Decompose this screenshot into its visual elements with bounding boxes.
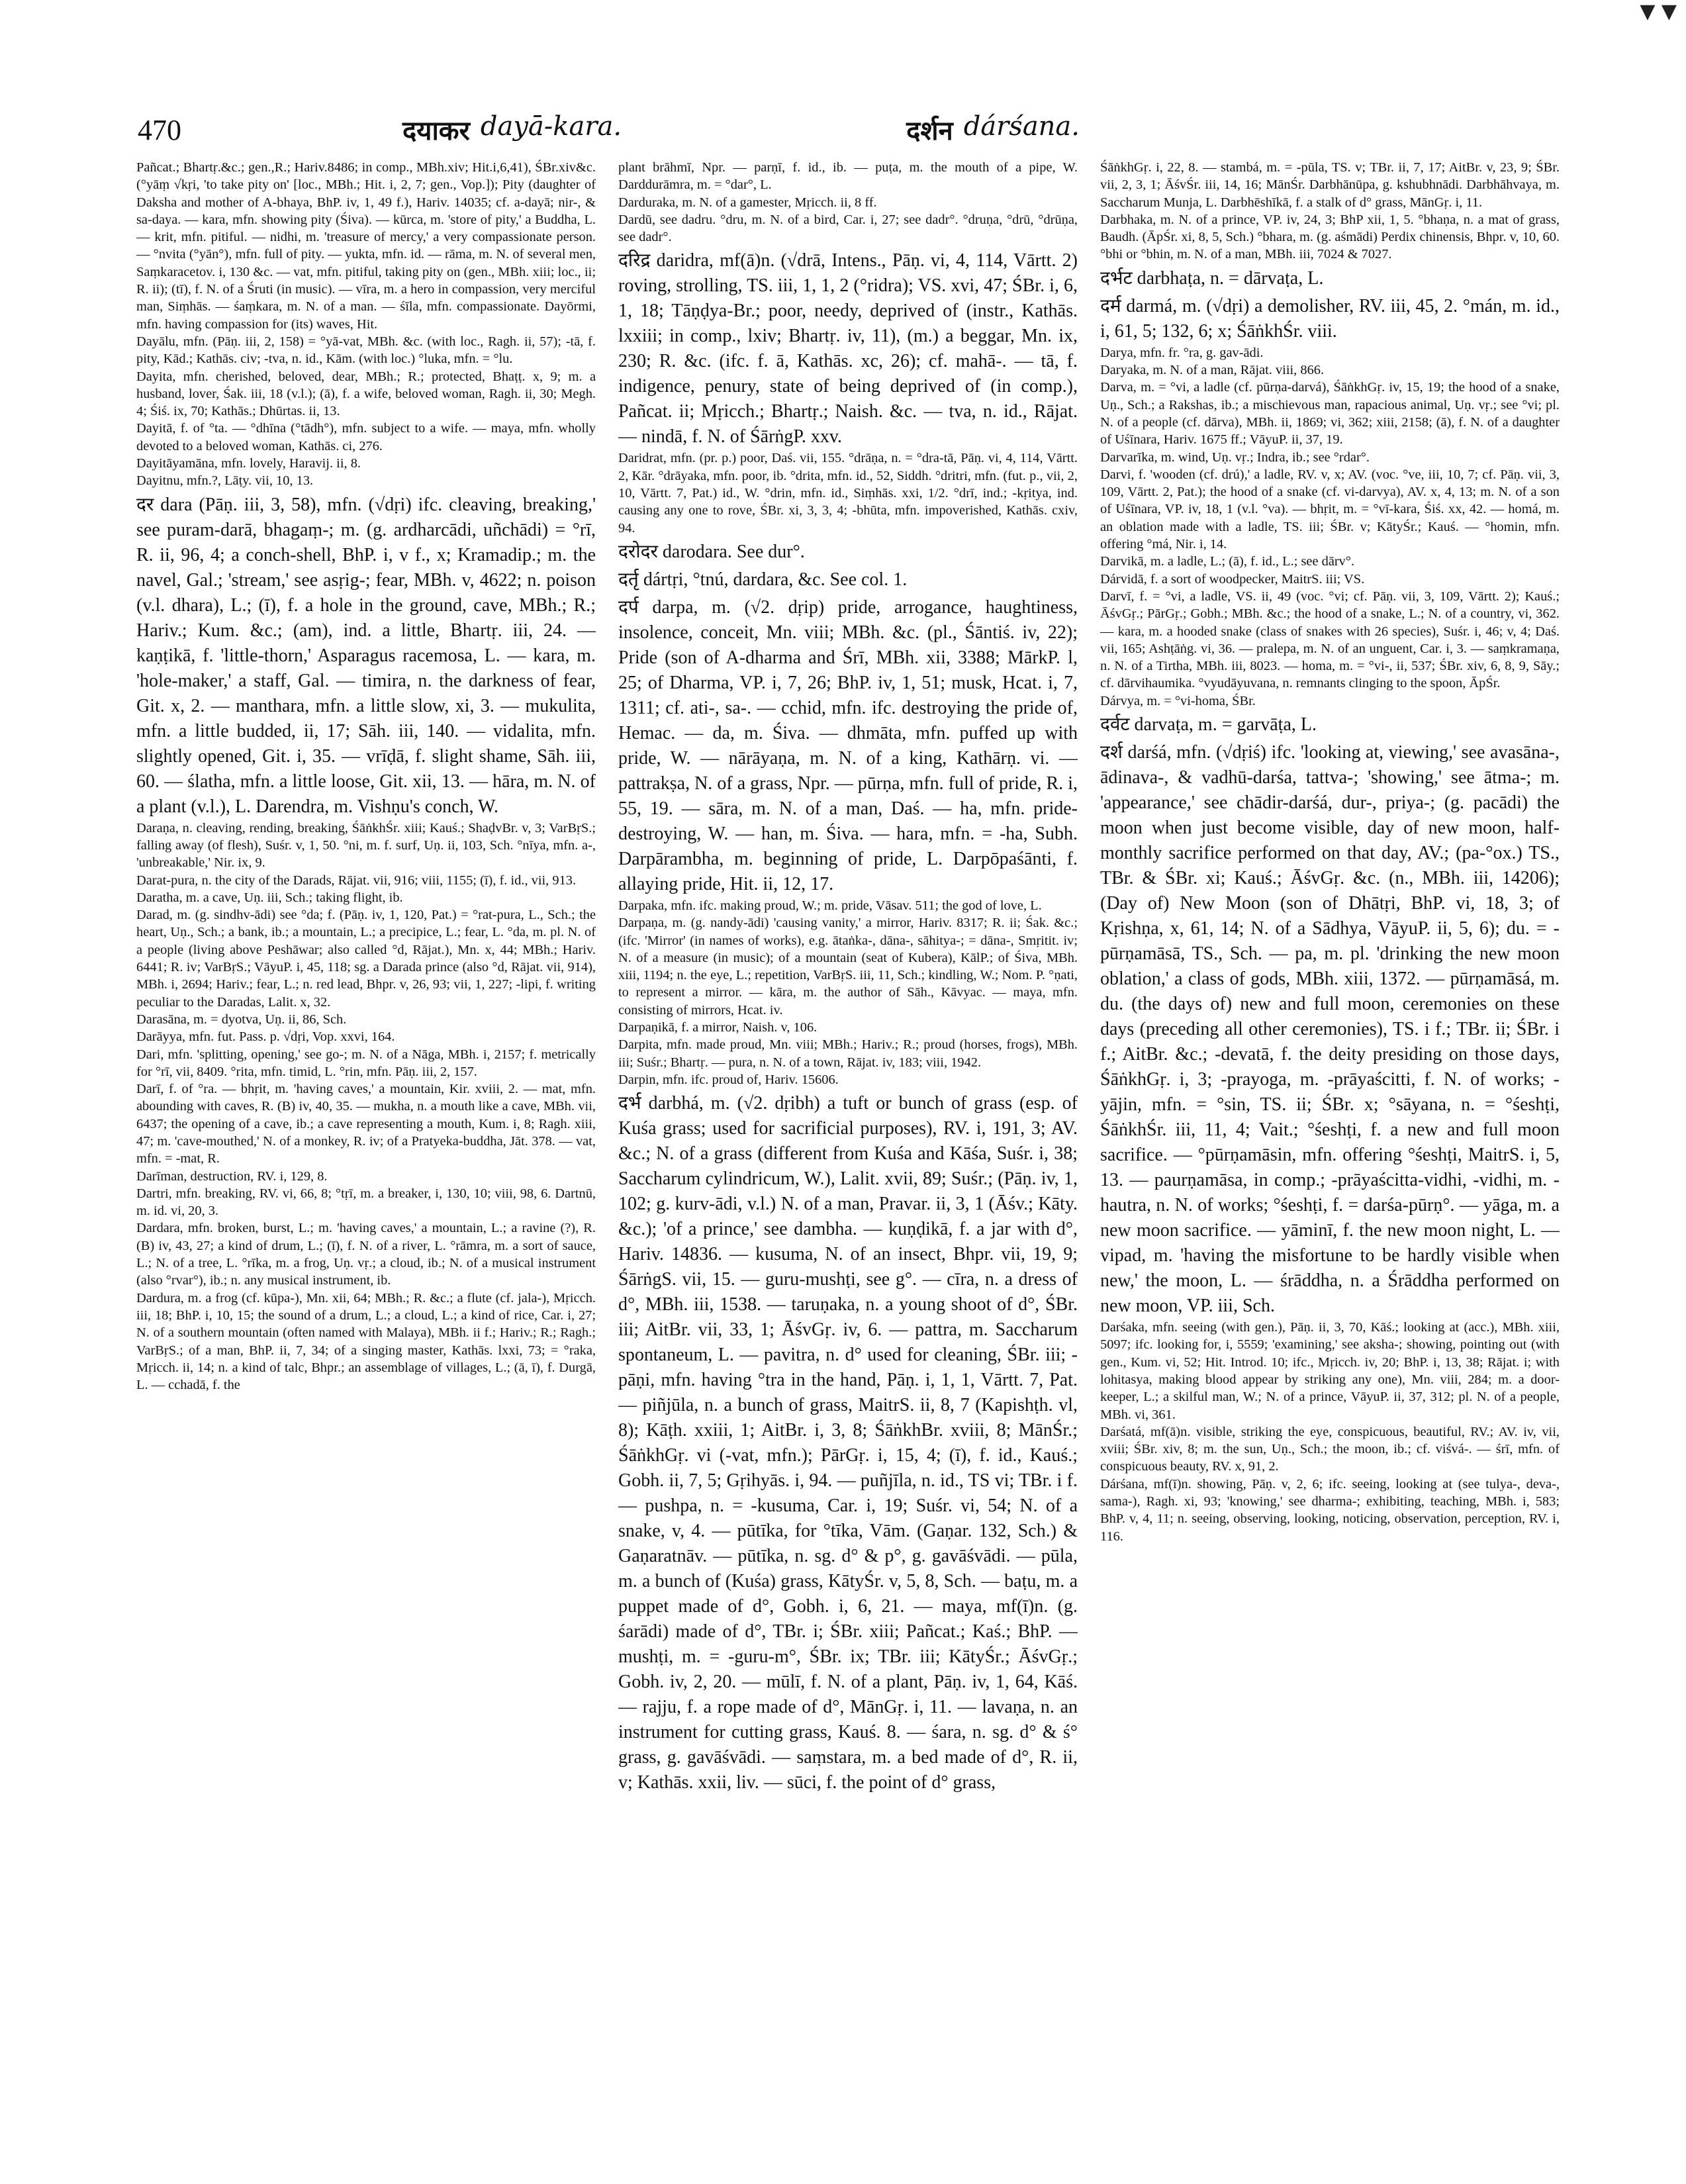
dictionary-entry: Pañcat.; Bhartṛ.&c.; gen.,R.; Hariv.8486; in comp., MBh.xiv; Hit.i,6,41), ŚBr.xiv&c.(°yāṃ √kṛi, 'to take pity on' [loc., MBh.; Hit. i, 2, 7; gen., Vop.]); Pity (daughter of Daksha and mother of A-bhaya, BhP. iv, 1, 49 f.), Hariv. 14035; cf. a-dayā; nir-, & sa-daya. — kara, mfn. showing pity (Śiva). — kūrca, m. 'store of pity,' a Buddha, L. — krit, mfn. pitiful. — nidhi, m. 'treasure of mercy,' a very compassionate person. — °nvita (°yān°), mfn. full of pity. — yukta, mfn. id. — rāma, m. N. of several men, Saṃkaracetov. i, 130 &c. — vat, mfn. pitiful, taking pity on (gen., MBh. xiii; loc., ii; R. ii); (tī), f. N. of a Śruti (in music). — vīra, m. a hero in compassion, very merciful man, Siṃhās. — śaṃkara, m. N. of a man. — śīla, mfn. compassionate. Dayōrmi, mfn. having compassion for (its) waves, Hit. bbox=[136, 160, 596, 332]
dictionary-entry: Darasāna, m. = dyotva, Uṇ. ii, 86, Sch. bbox=[136, 1012, 347, 1027]
dictionary-headword-entry: दर्तृ dártṛi, °tnú, dardara, &c. See col. 1. bbox=[618, 569, 908, 590]
text-columns bbox=[136, 159, 1560, 2152]
dictionary-entry: Darpaka, mfn. ifc. making proud, W.; m. pride, Vāsav. 511; the god of love, L. bbox=[618, 898, 1042, 913]
dictionary-entry: Darpin, mfn. ifc. proud of, Hariv. 15606. bbox=[618, 1072, 839, 1087]
dictionary-entry: Darśaka, mfn. seeing (with gen.), Pāṇ. ii, 3, 70, Kāś.; looking at (acc.), MBh. xiii, 5097; ifc. looking for, i, 5559; 'examining,' see aksha-; showing, pointing out (with gen., Kum. vi, 52; Hit. Introd. 10; ifc., Mṛicch. iv, 20; BhP. i, 13, 38; Rājat. i; with lohitasya, making blood appear by striking any one), Mn. viii, 284; m. a door-keeper, L.; a skilful man, W.; N. of a prince, VāyuP. ii, 37, 312; pl. N. of a people, MBh. vi, 361. bbox=[1100, 1320, 1560, 1422]
dictionary-entry: Darbhaka, m. N. of a prince, VP. iv, 24, 3; BhP xii, 1, 5. °bhaṇa, n. a mat of grass, Baudh. (ĀpŚr. xi, 8, 5, Sch.) °bhara, m. (g. aśmādi) Perdix chinensis, Bhpr. v, 10, 60. °bhi or °bhin, m. N. of a man, MBh. iii, 7024 & 7027. bbox=[1100, 212, 1560, 262]
page-header bbox=[138, 111, 1561, 151]
dictionary-entry: Darvikā, m. a ladle, L.; (ā), f. id., L.; see dārv°. bbox=[1100, 554, 1355, 569]
dictionary-entry: Dárvidā, f. a sort of woodpecker, MaitrS. iii; VS. bbox=[1100, 571, 1365, 587]
dictionary-entry: Dayitā, f. of °ta. — °dhīna (°tādh°), mfn. subject to a wife. — maya, mfn. wholly devoted to a beloved woman, Kathās. ci, 276. bbox=[136, 421, 596, 453]
dictionary-headword-entry: दर्म darmá, m. (√dṛi) a demolisher, RV. iii, 45, 2. °mán, m. id., i, 61, 5; 132, 6; x; ŚāṅkhŚr. viii. bbox=[1100, 295, 1560, 342]
dictionary-entry: Darad, m. (g. sindhv-ādi) see °da; f. (Pāṇ. iv, 1, 120, Pat.) = °rat-pura, L., Sch.; the heart, Uṇ., Sch.; a bank, ib.; a mountain, L.; a precipice, L.; fear, L. °da, m. pl. N. of a people (living above Peshāwar; also called °d, Rājat.), Mn. x, 44; MBh.; Hariv. 6441; R. iv; VarBṛS.; VāyuP. i, 45, 118; sg. a Darada prince (also °d, Rājat. vii, 914), MBh. i, 2694; Hariv.; fear, L.; n. red lead, Bhpr. v, 26, 93; vii, 1, 227; -lipi, f. writing peculiar to the Daradas, Lalit. x, 32. bbox=[136, 908, 596, 1010]
dictionary-entry: Darāyya, mfn. fut. Pass. p. √dṛi, Vop. xxvi, 164. bbox=[136, 1029, 395, 1045]
dictionary-entry: Dardū, see dadru. °dru, m. N. of a bird, Car. i, 27; see dadr°. °druṇa, °drū, °drūṇa, see dadr°. bbox=[618, 212, 1078, 245]
dictionary-entry: Darīman, destruction, RV. i, 129, 8. bbox=[136, 1168, 328, 1184]
dictionary-entry: Dayitnu, mfn.?, Lāṭy. vii, 10, 13. bbox=[136, 473, 314, 489]
corner-mark: ▼ ▼ bbox=[1640, 0, 1677, 23]
dictionary-entry: Darduraka, m. N. of a gamester, Mṛicch. ii, 8 ff. bbox=[618, 195, 877, 210]
dictionary-headword-entry: दर dara (Pāṇ. iii, 3, 58), mfn. (√dṛi) ifc. cleaving, breaking,' see puram-darā, bhagaṃ-; m. (g. ardharcādi, uñchādi) = °rī, R. ii, 96, 4; a conch-shell, BhP. i, v f., x; Kramadip.; m. the navel, Gal.; 'stream,' see asṛig-; fear, MBh. v, 4622; n. poison (v.l. dhara), L.; (ī), f. a hole in the ground, cave, MBh.; R.; Hariv.; Kum. &c.; (am), ind. a little, Bhartṛ. iii, 24. — kaṇṭikā, f. 'little-thorn,' Asparagus racemosa, L. — kara, m. 'hole-maker,' a staff, Gal. — timira, n. the darkness of fear, Git. x, 2. — manthara, mfn. a little slow, xi, 3. — mukulita, mfn. a little budded, ii, 17; Sāh. iii, 140. — vidalita, mfn. slightly opened, Git. i, 35. — vrīḍā, f. slight shame, Sāh. iii, 60. — ślatha, mfn. a little loose, Git. xii, 13. — hāra, m. N. of a plant (v.l.), L. Darendra, m. Vishṇu's conch, W. bbox=[136, 494, 596, 817]
dictionary-headword-entry: दर्प darpa, m. (√2. dṛip) pride, arrogance, haughtiness, insolence, conceit, Mn. viii; MBh. &c. (pl., Śāntiś. iv, 22); Pride (son of A-dharma and Śrī, MBh. xii, 3388; MārkP. l, 25; of Dharma, VP. i, 7, 26; BhP. iv, 1, 51; musk, Hcat. i, 7, 1311; cf. ati-, sa-. — cchid, mfn. ifc. destroying the pride of, Hemac. — da, m. Śiva. — dhmāta, mfn. puffed up with pride, W. — nārāyaṇa, m. N. of a king, Kathārṇ. vi. — pattrakṣa, N. of a grass, Npr. — pūrṇa, mfn. full of pride, R. i, 55, 19. — sāra, m. N. of a man, Daś. — ha, mfn. pride-destroying, W. — han, m. Śiva. — hara, mfn. = -ha, Subh. Darpārambha, m. beginning of pride, L. Darpōpaśānti, f. allaying pride, Hit. ii, 12, 17. bbox=[618, 596, 1078, 894]
dictionary-headword-entry: दर्श darśá, mfn. (√dṛiś) ifc. 'looking at, viewing,' see avasāna-, ādinava-, & vadhū-darśa, tattva-; 'showing,' see ātma-; m. 'appearance,' see chādir-darśá, dur-, priya-; (g. pacādi) the moon when just become visible, day of new moon, half-monthly sacrifice performed on that day, AV.; (pa-°ox.) TS., TBr. & ŚBr. xi; Kauś.; ĀśvGṛ. &c. (n., MBh. iii, 14206); (Day of) New Moon (son of Dhātṛi, BhP. vi, 18, 3; of Kṛishṇa, x, 61, 14; N. of a Sādhya, VāyuP. ii, 5, 6); du. = -pūrṇamāsā, TS., Sch. — pa, m. pl. 'drinking the new moon oblation,' a class of gods, MBh. xiii, 1372. — pūrṇamāsá, m. du. (the days of) new and full moon, ceremonies on these days (preceding all other ceremonies), TS. i f.; TBr. ii; ŚBr. i f.; AitBr. &c.; -devatā, f. the deity presiding on those days, ŚāṅkhGṛ. i, 3; -prayoga, m. -prāyaścitti, f. N. of works; -yājin, mfn. = °sin, TS. ii; ŚBr. x; °sāyana, n. = °śeshṭi, ŚāṅkhŚr. iii, 11, 4; Vait.; °śeshṭi, f. a new and full moon sacrifice. — °pūrṇamāsin, mfn. offering °śeshṭi, MaitrS. i, 5, 13. — paurṇamāsa, in comp.; -prāyaścitta-vidhi, -vidhi, m. -hautra, n. N. of works; °śeshṭi, f. = darśa-pūrṇ°. — yāga, m. a new moon sacrifice. — yāminī, f. the new moon night, L. — vipad, m. 'having the misfortune to be hardly visible when new,' the moon, L. — śrāddha, n. a Śrāddha performed on new moon, VP. iii, Sch. bbox=[1100, 742, 1560, 1317]
dictionary-entry: Darpita, mfn. made proud, Mn. viii; MBh.; Hariv.; R.; proud (horses, frogs), MBh. iii; Suśr.; Bhartṛ. — pura, n. N. of a town, Rājat. iv, 183; viii, 1942. bbox=[618, 1037, 1078, 1070]
dictionary-headword-entry: दरोदर darodara. See dur°. bbox=[618, 541, 805, 562]
dictionary-entry: Darśatá, mf(ā)n. visible, striking the eye, conspicuous, beautiful, RV.; AV. iv, vii, xviii; ŚBr. xiv, 8; m. the sun, Uṇ., Sch.; the moon, ib.; cf. viśvá-. — śrī, mfn. of conspicuous beauty, RV. x, 91, 2. bbox=[1100, 1424, 1560, 1474]
dictionary-entry: plant brāhmī, Npr. — parṇī, f. id., ib. — puṭa, m. the mouth of a pipe, W. Darddurāmra, m. = °dar°, L. bbox=[618, 160, 1078, 193]
dictionary-entry: Dayālu, mfn. (Pāṇ. iii, 2, 158) = °yā-vat, MBh. &c. (with loc., Ragh. ii, 57); -tā, f. pity, Kād.; Kathās. civ; -tva, n. id., Kām. (with loc.) °luka, mfn. = °lu. bbox=[136, 334, 596, 367]
dictionary-entry: Dayita, mfn. cherished, beloved, dear, MBh.; R.; protected, Bhaṭṭ. x, 9; m. a husband, lover, Śak. iii, 18 (v.l.); (ā), f. a wife, beloved woman, Ragh. ii, 30; Megh. 4; Śiś. ix, 70; Kathās.; Dhūrtas. ii, 13. bbox=[136, 369, 596, 419]
dictionary-entry: Darvarīka, m. wind, Uṇ. vṛ.; Indra, ib.; see °rdar°. bbox=[1100, 450, 1370, 465]
dictionary-entry: Daryaka, m. N. of a man, Rājat. viii, 866. bbox=[1100, 363, 1325, 378]
column-left bbox=[136, 159, 596, 2152]
left-head-devanagari: दयाकर bbox=[402, 115, 470, 146]
dictionary-entry: ŚāṅkhGṛ. i, 22, 8. — stambá, m. = -pūla, TS. v; TBr. ii, 7, 17; AitBr. v, 23, 9; ŚBr. vii, 2, 3, 1; ĀśvŚr. iii, 14, 16; MānŚr. Darbhānūpa, g. kshubhnādi. Darbhāhvaya, m. Saccharum Munja, L. Darbhēshīkā, f. a stalk of d° grass, MānGṛ. i, 11. bbox=[1100, 160, 1560, 210]
dictionary-entry: Dárvya, m. = °vi-homa, ŚBr. bbox=[1100, 693, 1256, 708]
dictionary-entry: Darat-pura, n. the city of the Darads, Rājat. vii, 916; viii, 1155; (ī), f. id., vii, 913. bbox=[136, 873, 577, 888]
dictionary-headword-entry: दर्भट darbhaṭa, n. = dārvaṭa, L. bbox=[1100, 267, 1324, 289]
dictionary-entry: Daridrat, mfn. (pr. p.) poor, Daś. vii, 155. °drāṇa, n. = °dra-tā, Pāṇ. vi, 4, 114, Vārtt. 2, Kār. °drāyaka, mfn. poor, ib. °drita, mfn. id., 52, Siddh. °dritri, mfn. (fut. p., vii, 2, 10, Vārtt. 7, Pat.) id., W. °drin, mfn. id., Siṃhās. xxi, 1/2. °drī, ind.; -kṛitya, ind. causing any one to rove, ŚBr. xi, 3, 3, 4; -bhūta, mfn. impoverished, Kathās. cxiv, 94. bbox=[618, 451, 1078, 536]
right-head-devanagari: दर्शन bbox=[906, 115, 953, 146]
dictionary-entry: Daratha, m. a cave, Uṇ. iii, Sch.; taking flight, ib. bbox=[136, 890, 403, 905]
dictionary-entry: Dardura, m. a frog (cf. kūpa-), Mn. xii, 64; MBh.; R. &c.; a flute (cf. jala-), Mṛicch. iii, 18; BhP. i, 10, 15; the sound of a drum, L.; a cloud, L.; a kind of rice, Car. i, 27; N. of a southern mountain (often named with Malaya), MBh. ii f.; Hariv.; R.; Ragh.; VarBṛS.; of a man, BhP. ii, 7, 34; of a singing master, Kathās. lxxi, 73; = °raka, Mṛicch. ii, 14; n. a kind of talc, Bhpr.; an assemblage of villages, L.; (ā, ī), f. Durgā, L. — cchadā, f. the bbox=[136, 1290, 596, 1393]
column-middle bbox=[618, 159, 1078, 2152]
dictionary-entry: Darya, mfn. fr. °ra, g. gav-ādi. bbox=[1100, 345, 1264, 360]
page-number: 470 bbox=[138, 114, 181, 146]
column-right bbox=[1100, 159, 1560, 2152]
left-running-head bbox=[402, 111, 622, 148]
right-head-transliteration: dárśana. bbox=[963, 111, 1080, 142]
dictionary-entry: Darvi, f. 'wooden (cf. drú),' a ladle, RV. v, x; AV. (voc. °ve, iii, 10, 7; cf. Pāṇ. vii, 3, 109, Vārtt. 2, Pat.); the hood of a snake (cf. vi-darvya), AV. x, 4, 13; m. N. of a son of Uśīnara, VP. iv, 18, 1 (v.l. °va). — bhṛit, m. = °vī-kara, Śiś. xx, 42. — homá, m. an oblation made with a ladle, TS. iii; ŚBr. v; KātyŚr.; Kauś. — °homin, mfn. offering °má, Nir. i, 14. bbox=[1100, 467, 1560, 552]
left-head-transliteration: dayā-kara. bbox=[480, 111, 622, 142]
dictionary-entry: Dardara, mfn. broken, burst, L.; m. 'having caves,' a mountain, L.; a ravine (?), R. (B) iv, 43, 27; a kind of drum, L.; (ī), f. N. of a river, L. °rāmra, m. a sort of sauce, L.; N. of a tree, L. °rīka, m. a frog, Uṇ. vṛ.; a cloud, ib.; N. of a musical instrument (also °rvar°), ib.; n. any musical instrument, ib. bbox=[136, 1221, 596, 1288]
dictionary-headword-entry: दर्वट darvaṭa, m. = garvāṭa, L. bbox=[1100, 714, 1317, 736]
dictionary-entry: Dartri, mfn. breaking, RV. vi, 66, 8; °tṛī, m. a breaker, i, 130, 10; viii, 98, 6. Dartnū, m. id. vi, 20, 3. bbox=[136, 1186, 596, 1219]
dictionary-entry: Daraṇa, n. cleaving, rending, breaking, ŚāṅkhŚr. xiii; Kauś.; ShaḍvBr. v, 3; VarBṛS.; falling away (of flesh), Suśr. v, 1, 50. °ni, m. f. surf, Uṇ. ii, 103, Sch. °nīya, mfn. a-, 'unbreakable,' Nir. ix, 9. bbox=[136, 820, 596, 871]
dictionary-entry: Darpaṇa, m. (g. nandy-ādi) 'causing vanity,' a mirror, Hariv. 8317; R. ii; Śak. &c.; (ifc. 'Mirror' (in names of works), e.g. ātaṅka-, dāna-, sāhitya-; = dāna-, Smṛitit. iv; N. of a measure (in music); of a mountain (seat of Kubera), KālP.; of Śiva, MBh. xiii, 1194; n. the eye, L.; repetition, VarBṛS. iii, 11, Sch.; kindling, W.; Nom. P. °ṇati, to represent a mirror. — kāra, m. the author of Sāh., Kāvyac. — maya, mfn. consisting of mirrors, Hcat. iv. bbox=[618, 916, 1078, 1018]
dictionary-entry: Darva, m. = °vi, a ladle (cf. pūrṇa-darvá), ŚāṅkhGṛ. iv, 15, 19; the hood of a snake, Uṇ., Sch.; a Rakshas, ib.; a mischievous man, rapacious animal, Uṇ. vṛ.; see °vi; pl. N. of a people (cf. dārva), MBh. ii, 1869; vi, 362; xiii, 2158; (ā), f. N. of a daughter of Uśīnara, Hariv. 1675 ff.; VāyuP. ii, 37, 19. bbox=[1100, 380, 1560, 448]
dictionary-entry: Darvī, f. = °vi, a ladle, VS. ii, 49 (voc. °vi; cf. Pāṇ. vii, 3, 109, Vārtt. 2); Kauś.; ĀśvGṛ.; PārGṛ.; Gobh.; MBh. &c.; the hood of a snake, L.; N. of a country, vi, 362. — kara, m. a hooded snake (class of snakes with 26 species), Suśr. i, 46; v, 4; Daś. vii, 165; Ashṭāṅg. vi, 36. — pralepa, m. N. of an unguent, Car. i, 3. — saṃkramaṇa, n. N. of a Tirtha, MBh. iii, 8023. — homa, m. = °vi-, ii, 537; ŚBr. xiv, 6, 8, 9, Sāy.; cf. dārvihaumika. °vyudāyuvana, n. remnants clinging to the spoon, ĀpŚr. bbox=[1100, 589, 1560, 691]
dictionary-headword-entry: दर्भ darbhá, m. (√2. dṛibh) a tuft or bunch of grass (esp. of Kuśa grass; used for sacrificial purposes), RV. i, 191, 3; AV. &c.; N. of a grass (different from Kuśa and Kāśa, Suśr. i, 38; Saccharum cylindricum, W.), Lalit. xvii, 89; Suśr.; (Pāṇ. iv, 1, 102; g. kurv-ādi, v.l.) N. of a man, Pravar. ii, 3, 1 (Āśv.; Kāty. &c.); 'of a prince,' see dambha. — kuṇḍikā, f. a jar with d°, Hariv. 14836. — kusuma, N. of an insect, Bhpr. vii, 19, 9; ŚārṅgS. vii, 15. — guru-mushṭi, see g°. — cīra, n. a dress of d°, MBh. iii, 1538. — taruṇaka, n. a young shoot of d°, ŚBr. iii; AitBr. vii, 33, 1; ĀśvGṛ. iv, 6. — pattra, m. Saccharum spontaneum, L. — pavitra, n. d° used for cleaning, ŚBr. iii; -pāṇi, mfn. having °tra in the hand, Pāṇ. i, 1, 1, Vārtt. 7, Pat. — piñjūla, n. a bunch of grass, MaitrS. ii, 8, 7 (Kapishṭh. vl, 8); Kāṭh. xxiii, 1; AitBr. i, 3, 8; ŚāṅkhBr. xviii, 8; MānŚr.; ŚāṅkhGṛ. vi (-vat, mfn.); PārGṛ. i, 15, 4; (ī), f. id., Kauś.; Gobh. ii, 7, 5; Gṛihyās. i, 94. — puñjīla, n. id., TS vi; TBr. i f. — pushpa, n. = -kusuma, Car. i, 19; Suśr. vi, 54; N. of a snake, v, 4. — pūtīka, for °tīka, Vām. (Gaṇar. 132, Sch.) & Gaṇaratnāv. — pūtīka, n. sg. d° & p°, g. gavāśvādi. — pūla, m. a bunch of (Kuśa) grass, KātyŚr. v, 5, 8, Sch. — baṭu, m. a puppet made of d°, Gobh. i, 6, 21. — maya, mf(ī)n. (g. śarādi) made of d°, TBr. i; ŚBr. xiii; Pañcat.; Kaś.; BhP. — mushṭi, m. = -guru-m°, ŚBr. ix; TBr. iii; KātyŚr.; ĀśvGṛ.; Gobh. iv, 2, 20. — mūlī, f. N. of a plant, Pāṇ. iv, 1, 64, Kāś. — rajju, f. a rope made of d°, MānGṛ. i, 11. — lavaṇa, n. an instrument for cutting grass, Kauś. 8. — śara, n. sg. d° & ś° grass, g. gavāśvādi. — saṃstara, m. a bed made of d°, R. ii, v; Kathās. xxii, liv. — sūci, f. the point of d° grass, bbox=[618, 1093, 1078, 1793]
dictionary-entry: Dárśana, mf(ī)n. showing, Pāṇ. v, 2, 6; ifc. seeing, looking at (see tulya-, deva-, sama-), Ragh. xi, 93; 'knowing,' see dharma-; exhibiting, teaching, MBh. i, 583; BhP. v, 4, 11; n. seeing, observing, looking, noticing, observation, perception, RV. i, 116. bbox=[1100, 1476, 1560, 1544]
dictionary-entry: Dari, mfn. 'splitting, opening,' see go-; m. N. of a Nāga, MBh. i, 2157; f. metrically for °rī, vii, 8409. °rita, mfn. timid, L. °rin, mfn. Pāṇ. iii, 2, 157. bbox=[136, 1047, 596, 1079]
dictionary-headword-entry: दरिद्र daridra, mf(ā)n. (√drā, Intens., Pāṇ. vi, 4, 114, Vārtt. 2) roving, strolling, TS. iii, 1, 1, 2 (°ridra); VS. xvi, 47; ŚBr. i, 6, 1, 18; Tāṇḍya-Br.; poor, needy, deprived of (instr., Kathās. lxxiii; in comp., lxiv; Bhartṛ. iv, 11), (m.) a beggar, Mn. ix, 230; R. &c. (ifc. f. ā, Kathās. xc, 26); cf. mahā-. — tā, f. indigence, penury, state of being deprived of (in comp.), Pañcat. ii; Mṛicch.; Bhartṛ.; Naish. &c. — tva, n. id., Rājat. — nindā, f. N. of ŚārṅgP. xxv. bbox=[618, 250, 1078, 448]
dictionary-entry: Darī, f. of °ra. — bhṛit, m. 'having caves,' a mountain, Kir. xviii, 2. — mat, mfn. abounding with caves, R. (B) iv, 40, 35. — mukha, n. a mouth like a cave, MBh. vii, 6437; the opening of a cave, ib.; a cave representing a mouth, Kum. i, 8; Ragh. xiii, 47; m. 'cave-mouthed,' N. of a monkey, R. iv; of a Pratyeka-buddha, Jāt. 378. — vat, mfn. = -mat, R. bbox=[136, 1082, 596, 1166]
dictionary-entry: Darpaṇikā, f. a mirror, Naish. v, 106. bbox=[618, 1020, 818, 1035]
right-running-head bbox=[906, 111, 1080, 148]
dictionary-entry: Dayitāyamāna, mfn. lovely, Haravij. ii, 8. bbox=[136, 456, 361, 471]
